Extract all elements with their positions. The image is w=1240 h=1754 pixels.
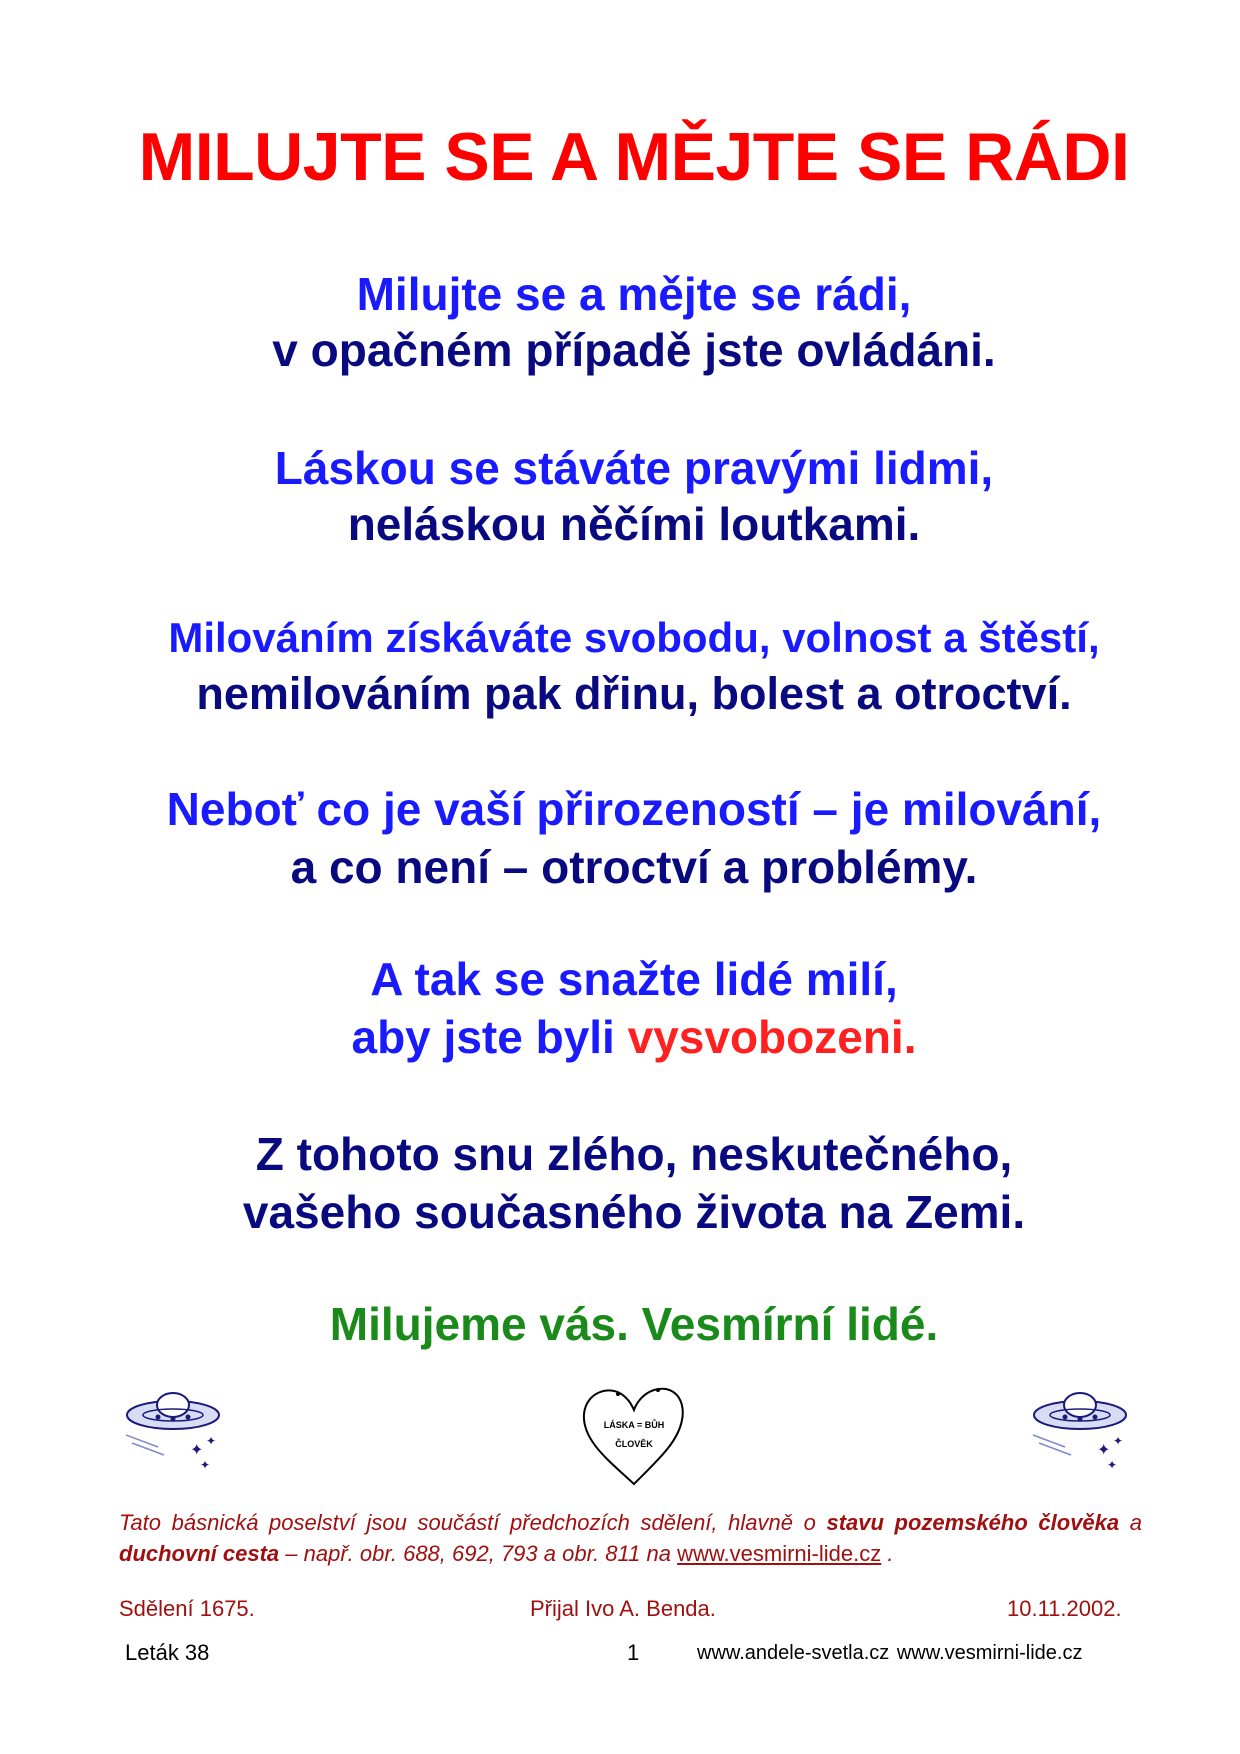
stanza-line: Milujte se a mějte se rádi, [356,268,912,320]
footnote-text: a [1119,1510,1142,1535]
stanza-line: Láskou se stáváte pravými lidmi, [274,442,994,494]
footnote-bold: duchovní cesta [119,1541,280,1566]
stanza-line-part: aby jste byli [351,1011,628,1063]
svg-text:✦: ✦ [1113,1434,1124,1448]
stanza-line: Neboť co je vaší přirozeností – je milování, [166,783,1102,835]
page-title: MILUJTE SE A MĚJTE SE RÁDI [138,119,1130,195]
ufo-icon [118,1375,238,1475]
stanza-line: Z tohoto snu zlého, neskutečného, [255,1128,1013,1180]
heart-logo [578,1380,690,1488]
stanza-1 [0,266,1240,378]
highlight-word: vysvobozeni. [627,1011,917,1063]
signature [0,1295,1240,1353]
stanza-5 [0,950,1240,1066]
website-link[interactable]: www.vesmirni-lide.cz [677,1541,882,1566]
leaflet-number: Leták 38 [125,1640,210,1665]
svg-text:✦: ✦ [1107,1458,1118,1472]
footnote-text: – např. obr. 688, 692, 793 a obr. 811 na [279,1541,678,1566]
page-number: 1 [627,1640,640,1665]
stanza-line: vašeho současného života na Zemi. [242,1186,1026,1238]
stanza-2 [0,440,1240,552]
received-by: Přijal Ivo A. Benda. [530,1596,716,1621]
stanza-3 [0,610,1240,722]
footnote-text: . [881,1541,894,1566]
footnote [119,1507,1142,1569]
ufo-icon [1025,1375,1145,1475]
footnote-bold: stavu pozemského člověka [826,1510,1120,1535]
footer-websites: www.andele-svetla.cz www.vesmirni-lide.cz [697,1642,1083,1664]
stanza-line: a co není – otroctví a problémy. [290,841,978,893]
stanza-line [0,1008,1240,1066]
heart-logo-line: LÁSKA = BŮH [603,1420,665,1430]
heart-logo-line: ČLOVĚK [615,1439,653,1449]
stanza-line: nemilováním pak dřinu, bolest a otroctví. [196,668,1072,719]
message-number: Sdělení 1675. [119,1596,255,1621]
stanza-line: Milováním získáváte svobodu, volnost a štěstí, [168,614,1100,661]
footnote-text: Tato básnická poselství jsou součástí předchozích sdělení, hlavně o [119,1510,827,1535]
svg-text:✦: ✦ [206,1434,217,1448]
message-date: 10.11.2002. [1007,1596,1122,1621]
svg-text:✦: ✦ [190,1442,204,1459]
stanza-6 [0,1125,1240,1241]
stanza-4 [0,780,1240,896]
svg-text:✦: ✦ [200,1458,211,1472]
stanza-line: neláskou něčími loutkami. [347,498,921,550]
svg-text:✦: ✦ [1097,1442,1111,1459]
signature-text: Milujeme vás. Vesmírní lidé. [329,1298,939,1350]
stanza-line: v opačném případě jste ovládáni. [272,324,996,376]
stanza-line: A tak se snažte lidé milí, [370,953,898,1005]
